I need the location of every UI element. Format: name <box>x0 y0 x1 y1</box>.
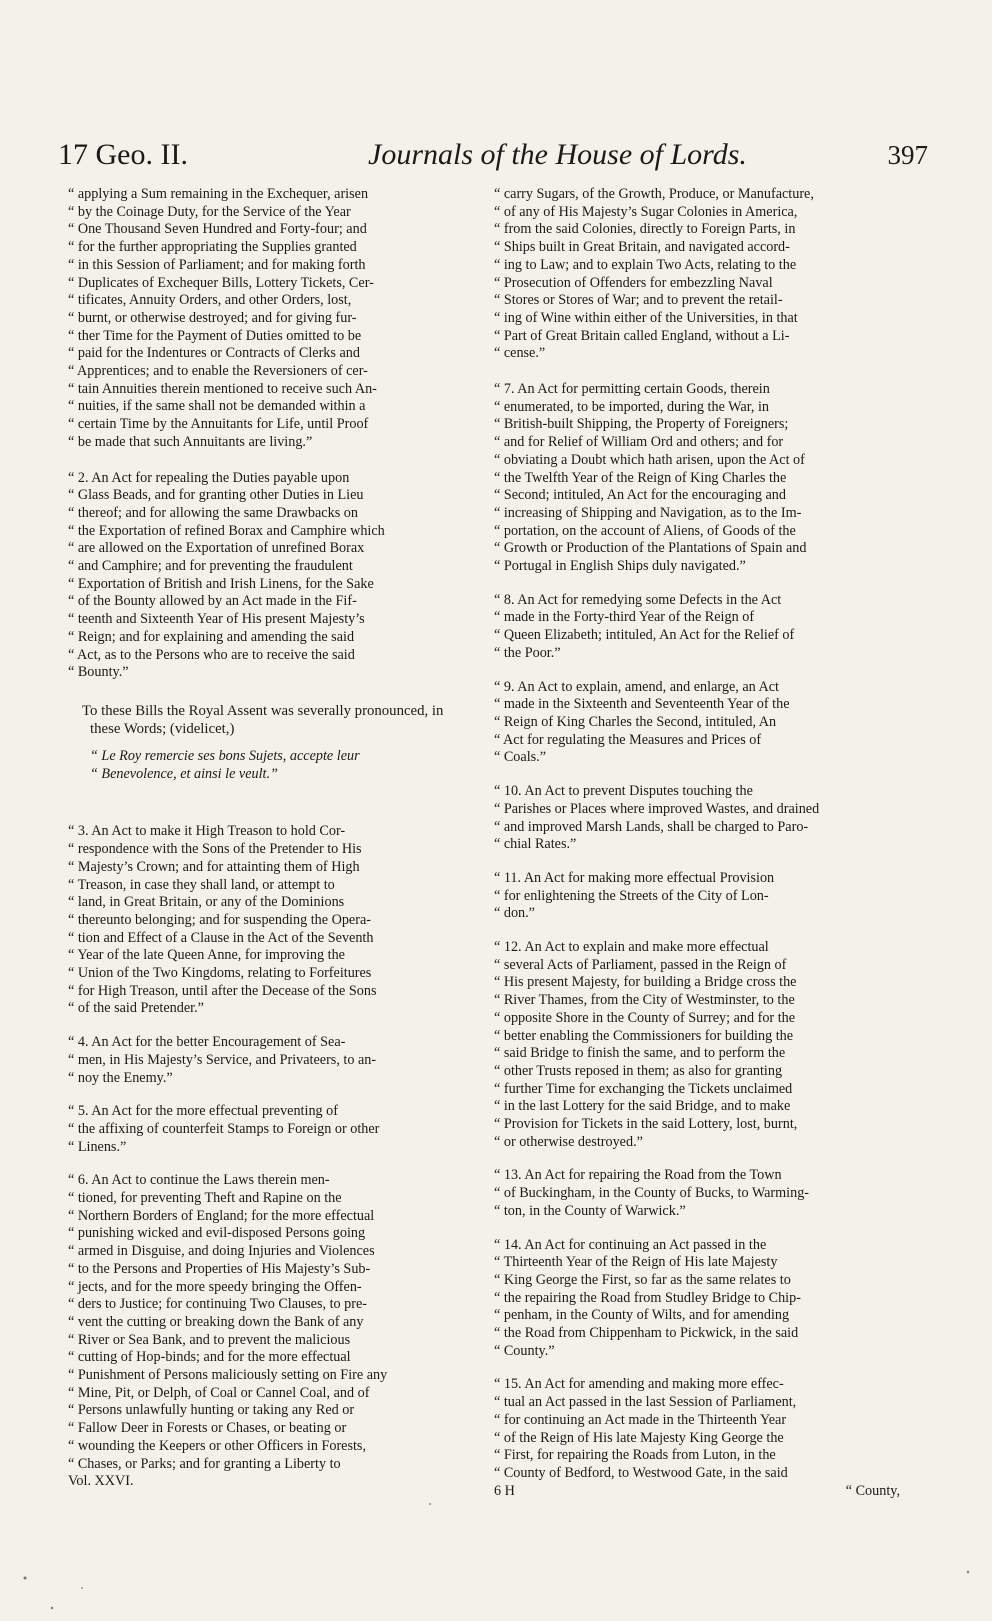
page-number: 397 <box>887 140 928 170</box>
act-8: “ 8. An Act for remedying some Defects in the Act “ made in the Forty-third Year of the Reign of “ Queen Elizabeth; intituled, An Act for the Relief of “ the Poor.” <box>494 591 795 661</box>
assent-formula: “ Le Roy remercie ses bons Sujets, accepte leur “ Benevolence, et ainsi le veult.” <box>90 747 360 782</box>
act-7: “ 7. An Act for permitting certain Goods, therein “ enumerated, to be imported, during the War, in “ British-built Shipping, the Property of Foreigners; “ and for Relief of William Ord and others; and for “ obviating a Doubt which hath arisen, upon the Act of “ the Twelfth Year of the Reign of King Charles the “ Second; intituled, An Act for the encouraging and “ increasing of Shipping and Navigation, as to the Im- “ portation, on the account of Aliens, of Goods of the “ Growth or Production of the Plantations of Spain and “ Portugal in English Ships duly navigated.” <box>494 381 807 575</box>
royal-assent-note: To these Bills the Royal Assent was severally pronounced, in these Words; (videlicet,) <box>82 702 444 737</box>
running-head <box>58 138 928 182</box>
act-15: “ 15. An Act for amending and making more effec- “ tual an Act passed in the last Session of Parliament, “ for continuing an Act made in the Thirteenth Year “ of the Reign of His late Majesty King George the “ First, for repairing the Roads from Luton, in the “ County of Bedford, to Westwood Gate, in the said <box>494 1376 797 1481</box>
act-2: “ 2. An Act for repealing the Duties payable upon “ Glass Beads, and for granting other Duties in Lieu “ thereof; and for allowing the same Drawbacks on “ the Exportation of refined Borax and Camphire which “ are allowed on the Exportation of unrefined Borax “ and Camphire; and for preventing the fraudulent “ Exportation of British and Irish Linens, for the Sake “ of the Bounty allowed by an Act made in the Fif- “ teenth and Sixteenth Year of His present Majesty’s “ Reign; and for explaining and amending the said “ Act, as to the Persons who are to receive the said “ Bounty.” <box>68 469 385 681</box>
act-13: “ 13. An Act for repairing the Road from the Town “ of Buckingham, in the County of Bucks, to Warming- “ ton, in the County of Warwick.” <box>494 1167 810 1219</box>
act-12: “ 12. An Act to explain and make more effectual “ several Acts of Parliament, passed in the Reign of “ His present Majesty, for building a Bridge cross the “ River Thames, from the City of Westminster, to the “ opposite Shore in the County of Surrey; and for the “ better enabling the Commissioners for building the “ said Bridge to finish the same, and to perform the “ other Trusts reposed in them; as also for granting “ further Time for exchanging the Tickets unclaimed “ in the last Lottery for the said Bridge, and to make “ Provision for Tickets in the said Lottery, lost, burnt, “ or otherwise destroyed.” <box>494 939 798 1150</box>
act-4: “ 4. An Act for the better Encouragement of Sea- “ men, in His Majesty’s Service, and Privateers, to an- “ noy the Enemy.” <box>68 1034 377 1086</box>
act-6-continued: “ carry Sugars, of the Growth, Produce, or Manufacture, “ of any of His Majesty’s Sugar Colonies in America, “ from the said Colonies, directly to Foreign Parts, in “ Ships built in Great Britain, and navigated accord- “ ing to Law; and to explain Two Acts, relating to the “ Prosecution of Offenders for embezzling Naval “ Stores or Stores of War; and to prevent the retail- “ ing of Wine within either of the Universities, in that “ Part of Great Britain called England, without a Li- “ cense.” <box>494 186 814 362</box>
journal-title: Journals of the House of Lords. <box>368 138 747 171</box>
act-6: “ 6. An Act to continue the Laws therein men- “ tioned, for preventing Theft and Rapine on the “ Northern Borders of England; for the more effectual “ punishing wicked and evil-disposed Persons going “ armed in Disguise, and doing Injuries and Violences “ to the Persons and Properties of His Majesty’s Sub- “ jects, and for the more speedy bringing the Offen- “ ders to Justice; for continuing Two Clauses, to pre- “ vent the cutting or breaking down the Bank of any “ River or Sea Bank, and to prevent the malicious “ cutting of Hop-binds; and for the more effectual “ Punishment of Persons maliciously setting on Fire any “ Mine, Pit, or Delph, of Coal or Cannel Coal, and of “ Persons unlawfully hunting or taking any Red or “ Fallow Deer in Forests or Chases, or beating or “ wounding the Keepers or other Officers in Forests, “ Chases, or Parks; and for granting a Liberty to <box>68 1172 388 1472</box>
right-column <box>494 186 904 1501</box>
footer-row <box>494 1483 904 1501</box>
act-3: “ 3. An Act to make it High Treason to hold Cor- “ respondence with the Sons of the Pretender to His “ Majesty’s Crown; and for attainting them of High “ Treason, in case they shall land, or attempt to “ land, in Great Britain, or any of the Dominions “ thereunto belonging; and for suspending the Opera- “ tion and Effect of a Clause in the Act of the Seventh “ Year of the late Queen Anne, for improving the “ Union of the Two Kingdoms, relating to Forfeitures “ for High Treason, until after the Decease of the Sons “ of the said Pretender.” <box>68 823 377 1017</box>
act-9: “ 9. An Act to explain, amend, and enlarge, an Act “ made in the Sixteenth and Seventeenth Year of the “ Reign of King Charles the Second, intituled, An “ Act for regulating the Measures and Prices of “ Coals.” <box>494 678 790 766</box>
act-11: “ 11. An Act for making more effectual Provision “ for enlightening the Streets of the City of Lon- “ don.” <box>494 869 775 922</box>
left-column <box>68 186 470 1491</box>
act-5: “ 5. An Act for the more effectual preventing of “ the affixing of counterfeit Stamps to Foreign or other “ Linens.” <box>68 1103 380 1155</box>
signature-mark: 6 H <box>494 1482 515 1499</box>
act-10: “ 10. An Act to prevent Disputes touching the “ Parishes or Places where improved Wastes, and drained “ and improved Marsh Lands, shall be charged to Paro- “ chial Rates.” <box>494 783 820 853</box>
act-14: “ 14. An Act for continuing an Act passed in the “ Thirteenth Year of the Reign of His late Majesty “ King George the First, so far as the same relates to “ the repairing the Road from Studley Bridge to Chip- “ penham, in the County of Wilts, and for amending “ the Road from Chippenham to Pickwick, in the said “ County.” <box>494 1236 801 1359</box>
regnal-year: 17 Geo. II. <box>58 138 188 171</box>
volume-label: Vol. XXVI. <box>68 1473 134 1490</box>
catchword: “ County, <box>845 1482 900 1499</box>
act-text: “ applying a Sum remaining in the Exchequer, arisen “ by the Coinage Duty, for the Service of the Year “ One Thousand Seven Hundred and Forty-four; and “ for the further appropriating the Supplies granted “ in this Session of Parliament; and for making forth “ Duplicates of Exchequer Bills, Lottery Tickets, Cer- “ tificates, Annuity Orders, and other Orders, lost, “ burnt, or otherwise destroyed; and for giving fur- “ ther Time for the Payment of Duties omitted to be “ paid for the Indentures or Contracts of Clerks and “ Apprentices; and to enable the Reversioners of cer- “ tain Annuities therein mentioned to receive such An- “ nuities, if the same shall not be demanded within a “ certain Time by the Annuitants for Life, until Proof “ be made that such Annuitants are living.” <box>68 186 377 450</box>
